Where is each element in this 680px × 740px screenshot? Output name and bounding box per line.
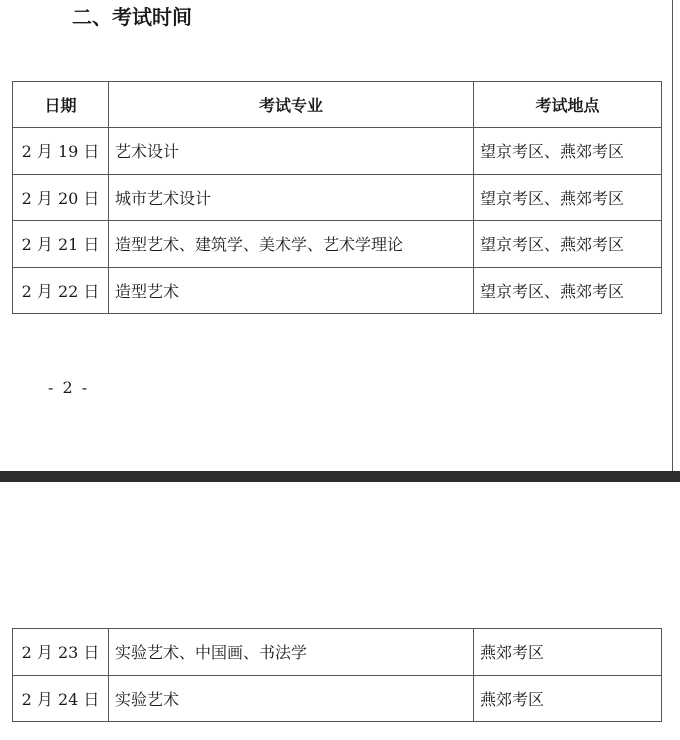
header-major: 考试专业 xyxy=(109,82,474,128)
cell-major: 实验艺术、中国画、书法学 xyxy=(109,629,474,676)
cell-location: 望京考区、燕郊考区 xyxy=(474,221,662,268)
header-location: 考试地点 xyxy=(474,82,662,128)
cell-date: 2 月 23 日 xyxy=(13,629,109,676)
cell-location: 燕郊考区 xyxy=(474,629,662,676)
cell-date: 2 月 20 日 xyxy=(13,174,109,221)
table-row xyxy=(13,675,662,722)
section-title: 二、考试时间 xyxy=(72,5,192,29)
table-header-row xyxy=(13,82,662,128)
cell-major: 城市艺术设计 xyxy=(109,174,474,221)
cell-date: 2 月 22 日 xyxy=(13,267,109,314)
cell-date: 2 月 24 日 xyxy=(13,675,109,722)
page-number: - 2 - xyxy=(48,378,90,397)
header-date: 日期 xyxy=(13,82,109,128)
page-edge-line xyxy=(672,0,673,471)
table-row xyxy=(13,174,662,221)
table-row xyxy=(13,128,662,175)
cell-major: 艺术设计 xyxy=(109,128,474,175)
cell-location: 望京考区、燕郊考区 xyxy=(474,267,662,314)
cell-major: 造型艺术 xyxy=(109,267,474,314)
exam-schedule-table xyxy=(12,81,662,314)
table-row xyxy=(13,629,662,676)
cell-date: 2 月 19 日 xyxy=(13,128,109,175)
cell-date: 2 月 21 日 xyxy=(13,221,109,268)
cell-location: 望京考区、燕郊考区 xyxy=(474,174,662,221)
table-row xyxy=(13,267,662,314)
cell-location: 望京考区、燕郊考区 xyxy=(474,128,662,175)
exam-schedule-table-continued xyxy=(12,628,662,722)
cell-major: 实验艺术 xyxy=(109,675,474,722)
table-row xyxy=(13,221,662,268)
cell-location: 燕郊考区 xyxy=(474,675,662,722)
cell-major: 造型艺术、建筑学、美术学、艺术学理论 xyxy=(109,221,474,268)
page-divider xyxy=(0,471,680,482)
